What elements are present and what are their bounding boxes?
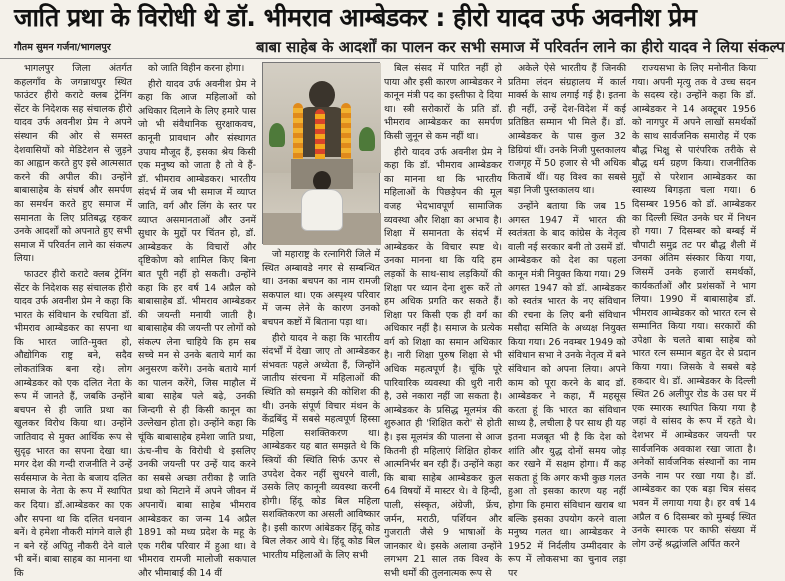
article-column-1 xyxy=(14,62,132,579)
paragraph: बिल संसद में पारित नहीं हो पाया और इसी कारण आम्बेडकर ने कानून मंत्री पद का इस्तीफा दे दिया था। स्त्री सरोकारों के प्रति डॉ. भीमराव आम्बेडकर का समर्पण किसी जुनून से कम नहीं था। xyxy=(384,63,502,142)
paragraph: भागलपुर जिला अंतर्गत कहलगाँव के जगन्नाथपुर स्थित फाउंटर हीरो कराटे क्लब ट्रेनिंग सेंटर के निदेशक सह संचालक हीरो यादव उर्फ अवनीश प्रेम ने अपने संस्थान की ओर से समस्त देशवासियों को मेडिटेशन से जुड़ने का आह्वान करते हुए इसे आत्मसात करने की अपील की। उन्होंने बाबासाहेब के संघर्ष और समर्पण का समर्थन करते हुए समाज में समानता के लिए प्रतिबद्ध रहकर उनके आदर्शों को अपनाते हुए सभी समाज में परिवर्तन लाने का संकल्प लिया। xyxy=(14,63,132,265)
paragraph: को जाति विहीन करना होगा। xyxy=(148,63,245,74)
article-column-3 xyxy=(262,248,380,562)
subheadline: बाबा साहेब के आदर्शों का पालन कर सभी समाज में परिवर्तन लाने का हीरो यादव ने लिया संकल्प xyxy=(256,38,785,56)
paragraph: हीरो यादव उर्फ अवनीश प्रेम ने कहा कि डॉ. भीमराव आम्बेडकर का मानना था कि भारतीय महिलाओं के पिछड़ेपन की मूल वजह भेदभावपूर्ण सामाजिक व्यवस्था और शिक्षा का अभाव है। शिक्षा में समानता के संदर्भ में आम्बेडकर के विचार स्पष्ट थे। उनका मानना था कि यदि हम लड़कों के साथ-साथ लड़कियों की शिक्षा पर ध्यान देना शुरू करें तो हम अधिक प्रगति कर सकते हैं। शिक्षा पर किसी एक ही वर्ग का अधिकार नहीं है। समाज के प्रत्येक वर्ग को शिक्षा का समान अधिकार है। नारी शिक्षा पुरुष शिक्षा से भी अधिक महत्वपूर्ण है। चूंकि पूरे पारिवारिक व्यवस्था की धुरी नारी है, उसे नकारा नहीं जा सकता है। आम्बेडकर के प्रसिद्ध मूलमंत्र की शुरुआत ही 'शिक्षित करो' से होती है। इस मूलमंत्र की पालना से आज कितनी ही महिलाएं शिक्षित होकर आत्मनिर्भर बन रही हैं। उन्होंने कहा कि बाबा साहेब आम्बेडकर कुल 64 विषयों में मास्टर थे। वे हिन्दी, पाली, संस्कृत, अंग्रेजी, फ्रेंच, जर्मन, मराठी, पर्शियन और गुजराती जैसे 9 भाषाओं के जानकार थे। इसके अलावा उन्होंने लगभग 21 साल तक विश्व के सभी धर्मों की तुलनात्मक रूप से xyxy=(384,146,502,579)
article-column-4 xyxy=(384,62,502,579)
paragraph: अकेले ऐसे भारतीय हैं जिनकी प्रतिमा लंदन संग्रहालय में कार्ल मार्क्स के साथ लगाई गई है। इतना ही नहीं, उन्हें देश-विदेश में कई प्रतिष्ठित सम्मान भी मिले हैं। डॉ. आम्बेडकर के पास कुल 32 डिग्रियां थीं। उनके निजी पुस्तकालय राजगृह में 50 हजार से भी अधिक किताबें थीं। यह विश्व का सबसे बड़ा निजी पुस्तकालय था। xyxy=(508,63,626,197)
article-column-2 xyxy=(138,62,256,579)
paragraph: जो महाराष्ट्र के रत्नागिरी जिले में स्थित अम्बावडे नगर से सम्बन्धित था। उनका बचपन का नाम रामजी सकपाल था। एक अस्पृश्य परिवार में जन्म लेने के कारण उनको बचपन कष्टों में बिताना पड़ा था। xyxy=(262,249,380,328)
byline: गौतम सुमन गर्जना/भागलपुर xyxy=(14,42,111,53)
headline: जाति प्रथा के विरोधी थे डॉ. भीमराव आम्बेडकर : हीरो यादव उर्फ अवनीश प्रेम xyxy=(14,3,697,32)
paragraph: उन्होंने बताया कि जब 15 अगस्त 1947 में भारत की स्वतंत्रता के बाद कांग्रेस के नेतृत्व वाली नई सरकार बनी तो उसमें डॉ. आम्बेडकर को देश का पहला कानून मंत्री नियुक्त किया गया। 29 अगस्त 1947 को डॉ. आम्बेडकर को स्वतंत्र भारत के नए संविधान की रचना के लिए बनी संविधान मसौदा समिति के अध्यक्ष नियुक्त किया गया। 26 नवम्बर 1949 को संविधान सभा ने उनके नेतृत्व में बने संविधान को अपना लिया। अपने काम को पूरा करने के बाद डॉ. आम्बेडकर ने कहा, मैं महसूस करता हूं कि भारत का संविधान साध्य है, लचीला है पर साथ ही यह इतना मजबूत भी है कि देश को शांति और युद्ध दोनों समय जोड़ कर रखने में सक्षम होगा। मैं कह सकता हूं कि अगर कभी कुछ गलत हुआ तो इसका कारण यह नहीं होगा कि हमारा संविधान खराब था बल्कि इसका उपयोग करने वाला मनुष्य गलत था। आम्बेडकर ने 1952 में निर्दलीय उम्मीदवार के रूप में लोकसभा का चुनाव लड़ा पर xyxy=(508,200,626,579)
article-column-6 xyxy=(632,62,756,550)
paragraph: हीरो यादव उर्फ अवनीश प्रेम ने कहा कि आज महिलाओं को अधिकार दिलाने के लिए हमारे पास जो भी संवैधानिक सुरक्षाकवच, कानूनी प्रावधान और संस्थागत उपाय मौजूद हैं, इसका श्रेय किसी एक मनुष्य को जाता है तो वे हैं- डॉ. भीमराव आम्बेडकर। भारतीय संदर्भ में जब भी समाज में व्याप्त जाति, वर्ग और लिंग के स्तर पर व्याप्त असमानताओं और उनमें सुधार के मुद्दों पर चिंतन हो, डॉ. आम्बेडकर के विचारों और दृष्टिकोण को शामिल किए बिना बात पूरी नहीं हो सकती। उन्होंने कहा कि हर वर्ष 14 अप्रैल को बाबासाहेब डॉ. भीमराव आम्बेडकर की जयन्ती मनायी जाती है। बाबासाहेब की जयन्ती पर लोगों को संकल्प लेना चाहिये कि हम सब सच्चे मन से उनके बताये मार्ग का अनुसरण करेंगे। उनके बताये मार्ग का पालन करेंगे, जिस माहौल में बाबा साहेब पले बढ़े, उनकी जिन्दगी से ही किसी कानून का उल्लेखन होता हो। उन्होंने कहा कि चूंकि बाबासाहेब हमेशा जाति प्रथा, ऊंच-नीच के विरोधी थे इसलिए उनकी जयन्ती पर उन्हें याद करने का सबसे अच्छा तरीका है जाति प्रथा को मिटाने में अपने जीवन में अपनायें। बाबा साहेब भीमराव आम्बेडकर का जन्म 14 अप्रैल 1891 को मध्य प्रदेश के महू के एक गरीब परिवार में हुआ था। वे भीमराव रामजी मालोजी सकपाल और भीमाबाई की 14 वीं xyxy=(138,78,256,579)
paragraph: हीरो यादव ने कहा कि भारतीय संदर्भों में देखा जाए तो आम्बेडकर संभवतः पहले अध्येता हैं, जिन्होंने जातीय संरचना में महिलाओं की स्थिति को समझने की कोशिश की थी। उनके संपूर्ण विचार मंथन के केंद्रबिंदु में सबसे महत्वपूर्ण हिस्सा महिला सशक्तिकरण था। आम्बेडकर यह बात समझते थे कि स्त्रियों की स्थिति सिर्फ ऊपर से उपदेश देकर नहीं सुधरने वाली, उसके लिए कानूनी व्यवस्था करनी होगी। हिंदू कोड बिल महिला सशक्तिकरण का असली आविष्कार है। इसी कारण आंबेडकर हिंदू कोड बिल लेकर आये थे। हिंदू कोड बिल भारतीय महिलाओं के लिए सभी xyxy=(262,332,380,562)
paragraph: फाउटर हीरो कराटे क्लब ट्रेनिंग सेंटर के निदेशक सह संचालक हीरो यादव उर्फ अवनीश प्रेम ने कहा कि भारत के संविधान के रचयिता डॉ. भीमराव आम्बेडकर का सपना था कि भारत जाति-मुक्त हो, औद्योगिक राष्ट्र बने, सदैव लोकतांत्रिक बना रहे। लोग आम्बेडकर को एक दलित नेता के रूप में जानते हैं, जबकि उन्होंने बचपन से ही जाति प्रथा का खुलकर विरोध किया था। उन्होंने जातिवाद से मुक्त आर्थिक रूप से सुदृढ़ भारत का सपना देखा था। मगर देश की गन्दी राजनीति ने उन्हें सर्वसमाज के नेता के बजाय दलित समाज के नेता के रूप में स्थापित कर दिया। डॉ.आम्बेडकर का एक और सपना था कि दलित धनवान बनें। वे हमेशा नौकरी मांगने वाले ही न बने रहें अपितु नौकरी देने वाले भी बनें। बाबा साहब का मानना था कि xyxy=(14,268,132,579)
header-rule xyxy=(0,58,768,59)
ambedkar-statue-photo xyxy=(262,62,380,244)
article-column-5 xyxy=(508,62,626,579)
paragraph: राज्यसभा के लिए मनोनीत किया गया। अपनी मृत्यु तक वे उच्च सदन के सदस्य रहे। उन्होंने कहा कि डॉ. आम्बेडकर ने 14 अक्टूबर 1956 को नागपुर में अपने लाखों समर्थकों के साथ सार्वजनिक समारोह में एक बौद्ध भिक्षु से पारंपरिक तरीके से बौद्ध धर्म ग्रहण किया। राजनीतिक मुद्दों से परेशान आम्बेडकर का स्वास्थ्य बिगड़ता चला गया। 6 दिसम्बर 1956 को डॉ. आम्बेडकर का दिल्ली स्थित उनके घर में निधन हो गया। 7 दिसम्बर को बम्बई में चौपाटी समुद्र तट पर बौद्ध शैली में उनका अंतिम संस्कार किया गया, जिसमें उनके हजारों समर्थकों, कार्यकर्ताओं और प्रशंसकों ने भाग लिया। 1990 में बाबासाहेब डॉ. भीमराव आम्बेडकर को भारत रत्न से सम्मानित किया गया। सरकारों की उपेक्षा के चलते बाबा साहेब को भारत रत्न सम्मान बहुत देर से प्रदान किया गया। जिसके वे सबसे बड़े हकदार थे। डॉ. आम्बेडकर के दिल्ली स्थित 26 अलीपुर रोड के उस घर में एक स्मारक स्थापित किया गया है जहां वे सांसद के रूप में रहते थे। देशभर में आम्बेडकर जयन्ती पर सार्वजनिक अवकाश रखा जाता है। अनेकों सार्वजनिक संस्थानों का नाम उनके नाम पर रखा गया है। डॉ. आम्बेडकर का एक बड़ा चित्र संसद भवन में लगाया गया है। हर वर्ष 14 अप्रैल व 6 दिसम्बर को मुम्बई स्थित उनके स्मारक पर काफी संख्या में लोग उन्हें श्रद्धांजलि अर्पित करने xyxy=(632,63,756,550)
